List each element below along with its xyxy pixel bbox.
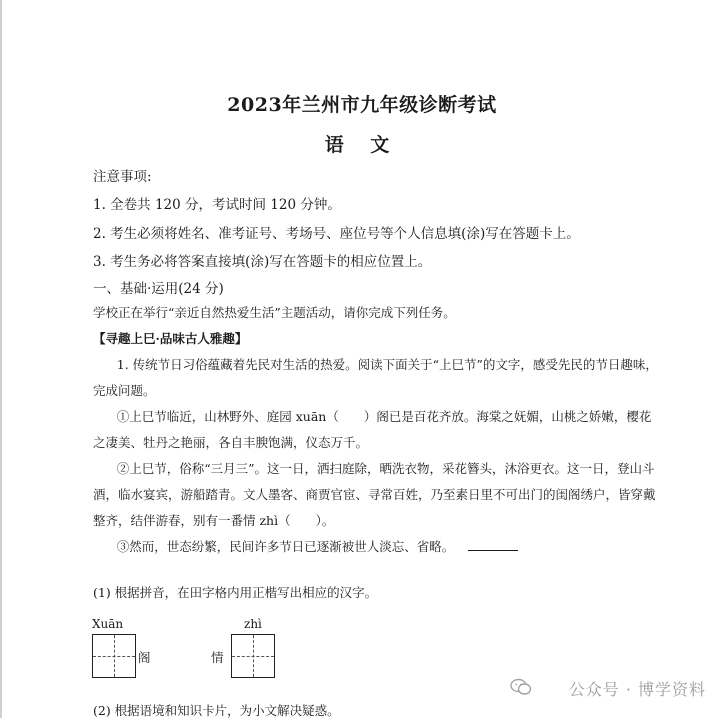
tian-grid-zhi[interactable]: [231, 634, 275, 678]
passage-paragraph-3: [93, 534, 663, 560]
watermark: 公众号 · 博学资料: [568, 680, 706, 699]
wechat-icon: [510, 678, 532, 696]
subquestion-1: (1) 根据拼音，在田字格内用正楷写出相应的汉字。: [93, 585, 378, 600]
passage-paragraph-2: ②上巳节，俗称“三月三”。这一日，洒扫庭除，晒洗衣物，采花簪头，沐浴更衣。这一日，登山斗酒，临水宴宾，游船踏青。文人墨客、商贾官宦、寻常百姓，乃至素日里不可出门的闺阁绣户，皆穿戴整齐，结伴游春，别有一番情 zhì（ ）。: [93, 461, 656, 528]
section-heading: 一、基础·运用(24 分): [93, 281, 224, 297]
passage-paragraph-3-text: ③然而，世态纷繁，民间许多节日已逐渐被世人淡忘、省略。: [116, 539, 455, 554]
page-title: 2023年兰州市九年级诊断考试: [227, 94, 497, 116]
notice-heading: 注意事项:: [93, 169, 152, 185]
pinyin-zhi: zhì: [244, 617, 262, 631]
notice-item-1: 1. 全卷共 120 分，考试时间 120 分钟。: [93, 197, 341, 213]
answer-blank: [468, 538, 518, 551]
question-1: 1. 传统节日习俗蕴藏着先民对生活的热爱。阅读下面关于“上巳节”的文字，感受先民的节日趣味，完成问题。: [93, 357, 658, 398]
passage-paragraph-1: ①上巳节临近，山林野外、庭园 xuān（ ）阁已是百花齐放。海棠之妩媚，山桃之娇嫩，樱花之凄美、牡丹之艳丽，各自丰腴饱满，仪态万千。: [93, 409, 652, 450]
notice-item-3: 3. 考生务必将答案直接填(涂)写在答题卡的相应位置上。: [93, 254, 432, 270]
grid-suffix-char: 阁: [138, 650, 151, 665]
section-intro: 学校正在举行“亲近自然热爱生活”主题活动，请你完成下列任务。: [93, 305, 456, 320]
subquestion-2: (2) 根据语境和知识卡片，为小文解决疑惑。: [93, 703, 340, 718]
tian-grid-xuan[interactable]: [92, 634, 136, 678]
notice-item-2: 2. 考生必须将姓名、准考证号、考场号、座位号等个人信息填(涂)写在答题卡上。: [93, 226, 580, 242]
pinyin-xuan: Xuān: [92, 617, 124, 631]
grid-prefix-char: 情: [211, 650, 224, 665]
subsection-heading: 【寻趣上巳·品味古人雅趣】: [93, 331, 248, 346]
subject-title: 语 文: [324, 134, 400, 156]
